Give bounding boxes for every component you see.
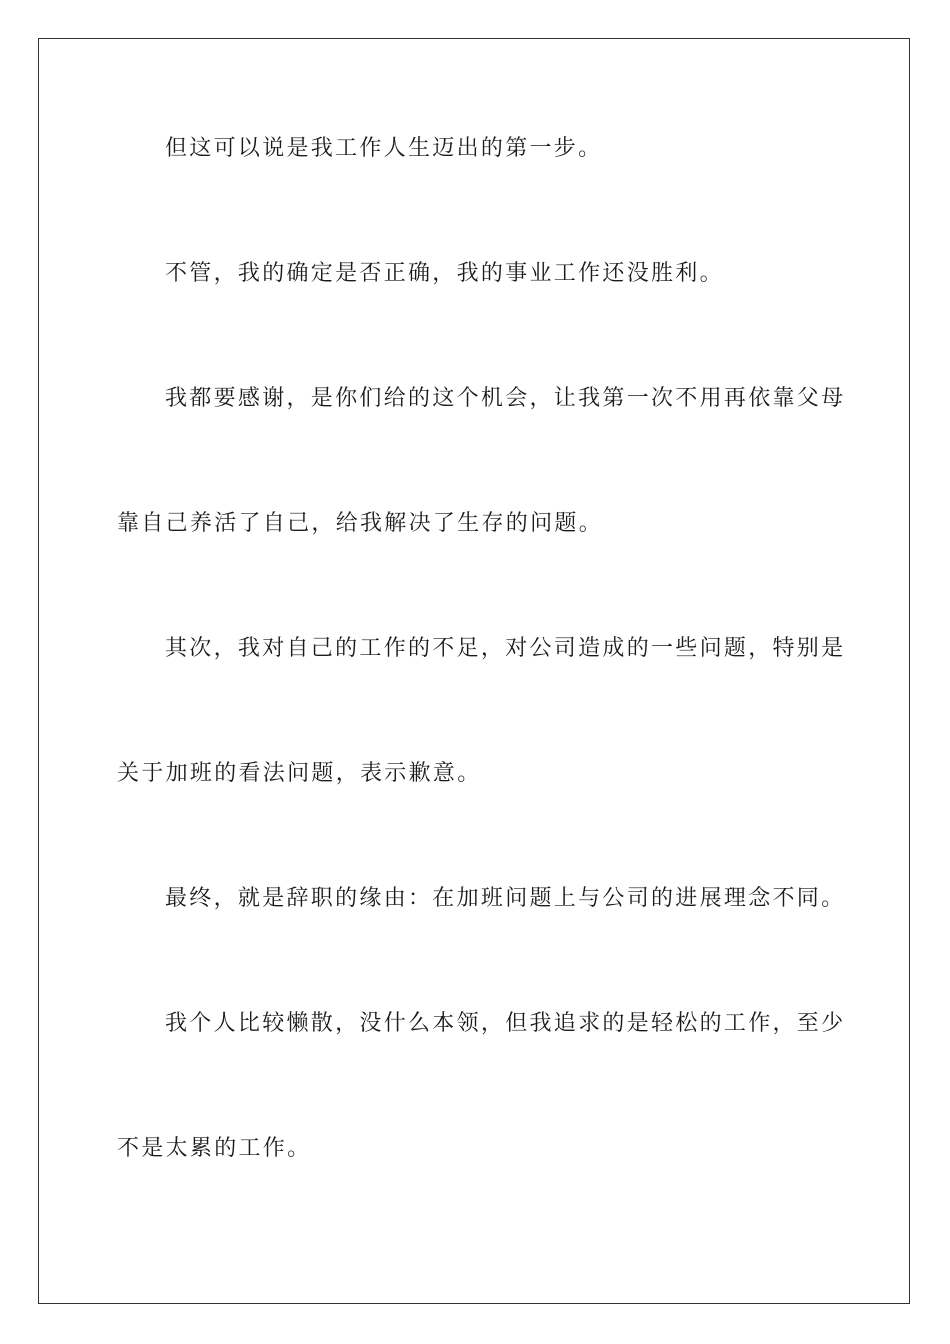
paragraph-line-4: 靠自己养活了自己，给我解决了生存的问题。	[117, 511, 604, 536]
paragraph-line-9: 不是太累的工作。	[117, 1136, 312, 1161]
paragraph-line-7: 最终，就是辞职的缘由：在加班问题上与公司的进展理念不同。	[165, 886, 846, 911]
page-border	[38, 38, 910, 1304]
paragraph-line-8: 我个人比较懒散，没什么本领，但我追求的是轻松的工作，至少	[165, 1011, 846, 1036]
paragraph-line-3: 我都要感谢，是你们给的这个机会，让我第一次不用再依靠父母	[165, 386, 846, 411]
paragraph-line-6: 关于加班的看法问题，表示歉意。	[117, 761, 482, 786]
paragraph-line-5: 其次，我对自己的工作的不足，对公司造成的一些问题，特别是	[165, 636, 846, 661]
paragraph-line-2: 不管，我的确定是否正确，我的事业工作还没胜利。	[165, 261, 724, 286]
paragraph-line-1: 但这可以说是我工作人生迈出的第一步。	[165, 136, 603, 161]
